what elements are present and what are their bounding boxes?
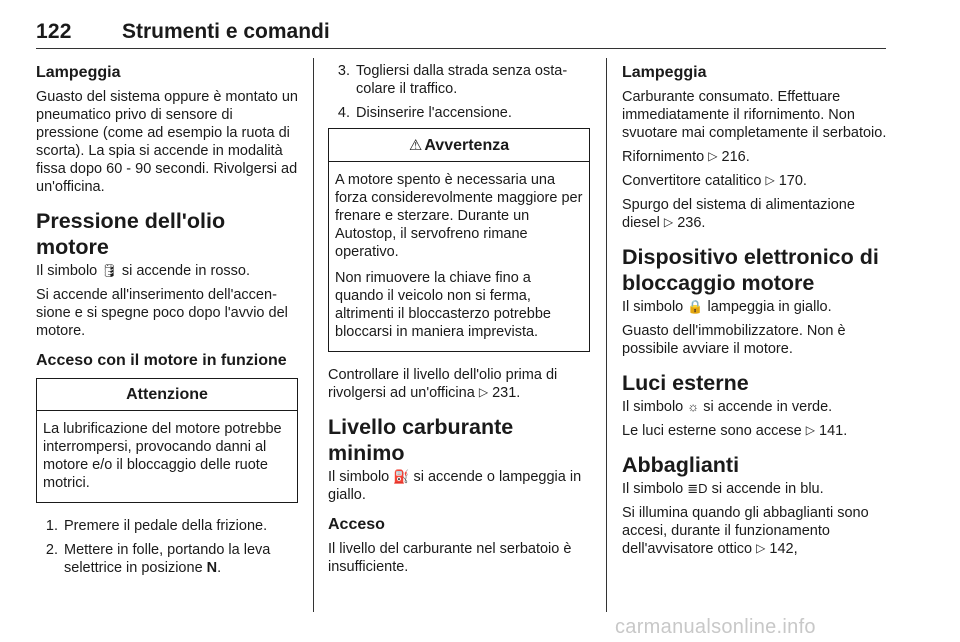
page-ref-icon: ▷ <box>708 149 718 163</box>
paragraph: Guasto dell'immobilizzatore. Non è possibile avviare il motore. <box>622 323 846 357</box>
paragraph <box>36 262 298 280</box>
heading-lampeggia: Lampeggia <box>622 64 707 81</box>
heading-engine-running: Acceso con il motore in funzione <box>36 352 287 369</box>
column-2 <box>328 62 590 582</box>
heading-lampeggia: Lampeggia <box>36 64 121 81</box>
column-3 <box>622 62 888 564</box>
warning-icon: ⚠ <box>408 137 423 154</box>
step-text: Premere il pedale della frizione. <box>64 518 268 534</box>
attention-box <box>36 378 298 503</box>
fuel-pump-icon: ⛽ <box>393 469 410 484</box>
text: Convertitore catalitico <box>622 173 762 189</box>
text: si accende o lampeggia in giallo. <box>328 469 582 503</box>
text: si accende in rosso. <box>117 263 250 279</box>
text: Il simbolo <box>328 469 394 485</box>
paragraph: Il livello del carburante nel serbatoio è insufficiente. <box>328 541 572 575</box>
list-item <box>36 517 298 535</box>
text: Rifornimento <box>622 149 705 165</box>
cross-reference <box>622 172 888 190</box>
text: lampeggia in giallo. <box>703 299 832 315</box>
steps-list <box>328 62 590 122</box>
list-item <box>36 541 298 577</box>
text: si accende in blu. <box>707 481 824 497</box>
gear-position: N <box>206 560 218 576</box>
cross-reference <box>622 196 888 232</box>
paragraph <box>622 480 888 498</box>
text: Spurgo del sistema di alimentazione diesel <box>622 197 855 231</box>
list-item <box>328 62 590 98</box>
warning-text: Non rimuovere la chiave fino a quando il veicolo non si ferma, altrimenti il bloccasterzo potrebbe bloccarsi in maniera imprevista. <box>335 270 551 340</box>
column-divider <box>313 58 314 612</box>
heading-oil-pressure: Pressione dell'olio motore <box>36 209 226 259</box>
paragraph <box>622 298 888 316</box>
page-ref[interactable]: 236. <box>677 215 706 231</box>
text: Si illumina quando gli abbaglianti sono accesi, durante il funzionamento dell'avvisatore ottico <box>622 505 869 557</box>
paragraph <box>622 422 888 440</box>
text: Mettere in folle, portando la leva selettrice in posizione <box>64 542 271 576</box>
heading-fuel-low: Livello carburante minimo <box>328 415 514 465</box>
page-ref-icon: ▷ <box>765 173 775 187</box>
page-ref-icon: ▷ <box>663 215 674 229</box>
step-text: Togliersi dalla strada senza ostacolare il traffico. <box>356 63 568 97</box>
paragraph <box>328 468 590 504</box>
text: Il simbolo <box>36 263 102 279</box>
warning-title: Avvertenza <box>424 137 510 154</box>
step-text: Disinserire l'accensione. <box>356 105 512 121</box>
section-title: Strumenti e comandi <box>122 20 330 43</box>
page-ref[interactable]: 170. <box>778 173 807 189</box>
paragraph: Guasto del sistema oppure è montato un pneumatico privo di sensore di pressione (come ad esempio la ruota di scorta). La spia si accende in modalità fissa dopo 60 - 90 secondi. Rivolgersi ad un'officina. <box>36 89 298 195</box>
text: Il simbolo <box>622 299 688 315</box>
header-rule <box>36 48 886 49</box>
paragraph: Carburante consumato. Effettuare immediatamente il rifornimento. Non svuotare mai completamente il serbatoio. <box>622 89 887 141</box>
step-number: 4. <box>337 105 350 121</box>
page-number: 122 <box>36 20 72 43</box>
page-ref[interactable]: 141. <box>819 423 848 439</box>
step-text <box>64 541 298 577</box>
text: Il simbolo <box>622 399 688 415</box>
heading-high-beam: Abbaglianti <box>622 453 740 477</box>
step-number: 3. <box>337 63 350 79</box>
high-beam-icon: ≣D <box>687 481 708 496</box>
step-number: 2. <box>45 542 58 558</box>
exterior-lights-icon: ☼ <box>687 399 700 414</box>
column-1 <box>36 62 298 583</box>
text: si accende in verde. <box>699 399 833 415</box>
list-item <box>328 104 590 122</box>
page-ref[interactable]: 142, <box>769 541 798 557</box>
page-ref-icon: ▷ <box>478 385 489 399</box>
cross-reference <box>622 148 888 166</box>
page-ref[interactable]: 216. <box>721 149 750 165</box>
paragraph <box>622 504 888 558</box>
text: Le luci esterne sono accese <box>622 423 802 439</box>
text: . <box>217 560 222 576</box>
heading-acceso: Acceso <box>328 516 385 533</box>
attention-text: La lubrificazione del motore potrebbe interrompersi, provocando danni al motore e/o il bloccaggio delle ruote motrici. <box>43 421 282 491</box>
page-header <box>36 10 886 50</box>
paragraph <box>328 366 590 402</box>
warning-text: A motore spento è necessaria una forza considerevolmente maggiore per frenare e sterzare. Durante un Autostop, il servofreno rimane operativo. <box>335 172 583 260</box>
text: Controllare il livello dell'olio prima di rivolgersi ad un'officina <box>328 367 558 401</box>
paragraph: Si accende all'inserimento dell'accensione e si spegne poco dopo l'avvio del motore. <box>36 287 288 339</box>
immobilizer-icon: 🔒 <box>687 299 704 314</box>
page-ref[interactable]: 231. <box>492 385 521 401</box>
attention-title: Attenzione <box>37 379 297 411</box>
page-ref-icon: ▷ <box>756 541 766 555</box>
steps-list <box>36 517 298 577</box>
text: Il simbolo <box>622 481 688 497</box>
page-ref-icon: ▷ <box>805 423 816 437</box>
heading-exterior-lights: Luci esterne <box>622 371 749 395</box>
warning-header <box>329 129 589 162</box>
warning-box <box>328 128 590 352</box>
oil-can-icon: 🛢 <box>101 263 118 278</box>
paragraph <box>622 398 888 416</box>
heading-immobilizer: Dispositivo elettronico di bloccaggio motore <box>622 245 879 295</box>
step-number: 1. <box>45 518 58 534</box>
column-divider <box>606 58 607 612</box>
watermark: carmanualsonline.info <box>615 616 816 638</box>
